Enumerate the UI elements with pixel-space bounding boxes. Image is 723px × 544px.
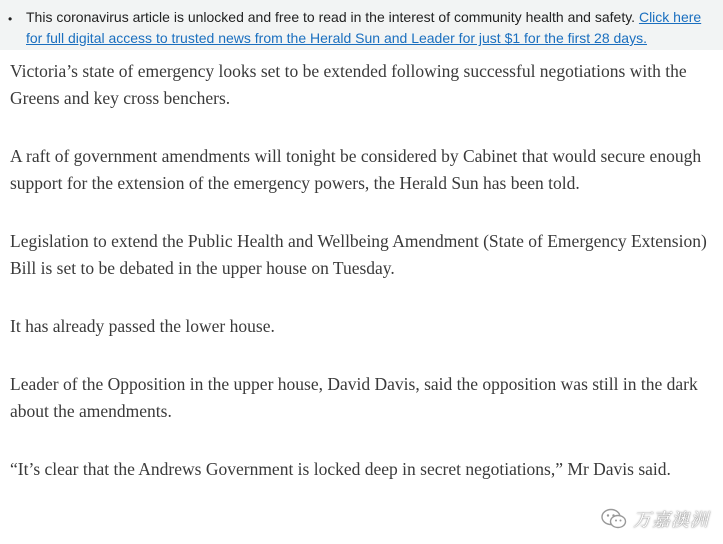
article-paragraph: Leader of the Opposition in the upper house, David Davis, said the opposition was still in the dark about the amendments. [10,374,698,421]
watermark [601,506,709,532]
wechat-logo-icon [601,508,627,530]
article-paragraph: Victoria’s state of emergency looks set to be extended following successful negotiations with the Greens and key cross benchers. [10,61,687,108]
coronavirus-unlock-notice [0,0,723,50]
article-paragraph: “It’s clear that the Andrews Government is locked deep in secret negotiations,” Mr Davis said. [10,459,671,479]
notice-text: This coronavirus article is unlocked and free to read in the interest of community health and safety. [26,9,639,25]
article-paragraph: Legislation to extend the Public Health and Wellbeing Amendment (State of Emergency Extension) Bill is set to be debated in the upper house on Tuesday. [10,231,707,278]
article-body [10,58,715,514]
article-paragraph: A raft of government amendments will tonight be considered by Cabinet that would secure enough support for the extension of the emergency powers, the Herald Sun has been told. [10,146,702,193]
article-paragraph: It has already passed the lower house. [10,316,275,336]
subscribe-offer-link[interactable]: Click here for full digital access to trusted news from the Herald Sun and Leader for just $1 for the first 28 days. [26,9,702,46]
watermark-text: 万嘉澳洲 [633,510,709,531]
notice-bullet: • [8,12,13,26]
